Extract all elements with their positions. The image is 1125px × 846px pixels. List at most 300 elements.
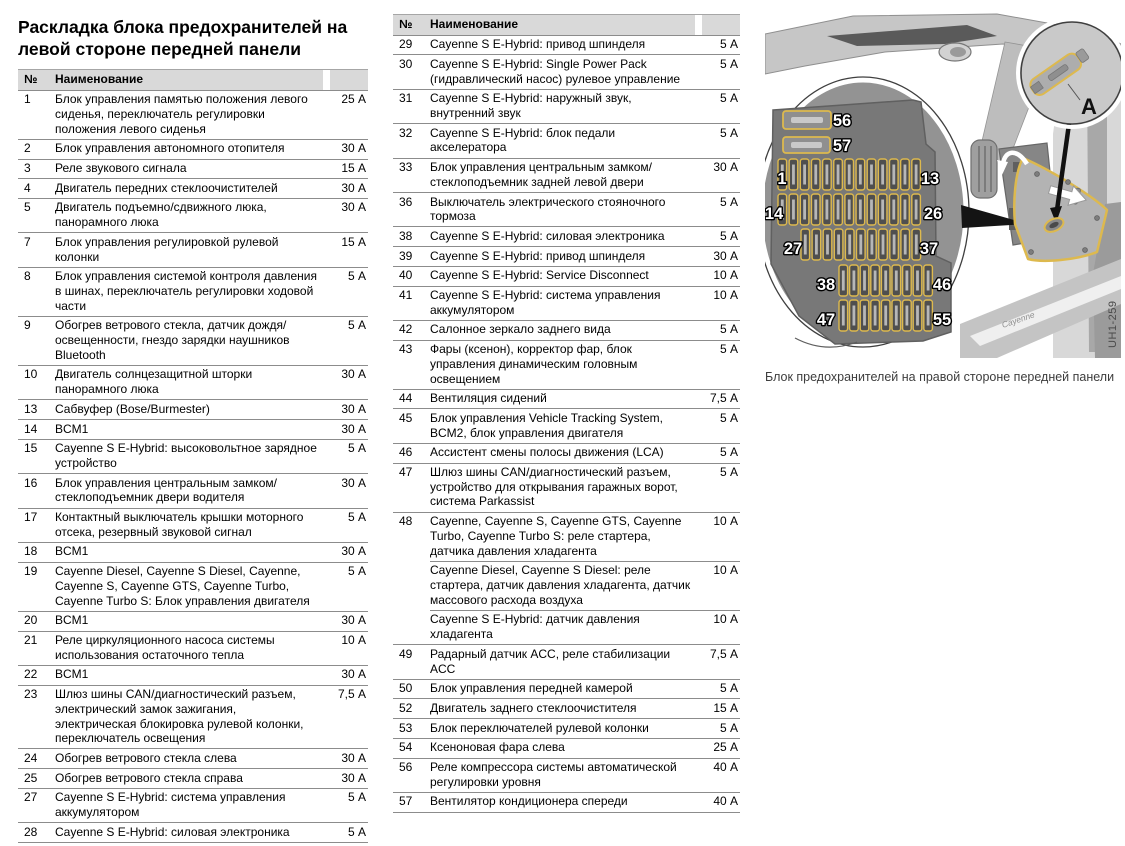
fuse-description-cell: Блок управления передней камерой (430, 679, 695, 699)
fuse-label-26: 26 (923, 205, 943, 223)
fuse-amp-cell: 7,5 А (702, 645, 740, 679)
screw (1035, 172, 1040, 177)
column-gap (695, 158, 702, 192)
fuse-number-cell: 45 (393, 409, 430, 443)
mini-fuse-element (892, 200, 895, 220)
column-gap (323, 233, 330, 267)
column-gap (695, 55, 702, 89)
mini-fuse-element (859, 165, 862, 185)
fuse-description-cell: Реле звукового сигнала (55, 159, 323, 179)
column-gap (323, 420, 330, 440)
fuse-amp-cell: 5 А (702, 463, 740, 512)
mini-fuse-element (863, 306, 866, 326)
fuse-number-cell: 52 (393, 699, 430, 719)
fuse-amp-cell: 5 А (702, 320, 740, 340)
fuse-row (393, 645, 740, 679)
fuse-number-cell: 10 (18, 365, 55, 399)
figure-caption: Блок предохранителей на правой стороне передней панели (765, 370, 1115, 384)
col-header-name: Наименование (55, 70, 323, 91)
fuse-amp-cell: 30 А (330, 542, 368, 562)
fuse-row (18, 179, 368, 199)
fuse-row (393, 679, 740, 699)
fuse-row (18, 316, 368, 365)
fuse-row (393, 340, 740, 389)
mini-fuse-element (848, 235, 851, 255)
fuse-row (393, 227, 740, 247)
fuse-description-cell: Вентилятор кондиционера спереди (430, 792, 695, 812)
fuse-description-cell: Вентиляция сидений (430, 389, 695, 409)
mini-fuse-element (904, 200, 907, 220)
fuse-description-cell: Радарный датчик ACC, реле стабилизации ACC (430, 645, 695, 679)
mini-fuse-element (904, 235, 907, 255)
mini-fuse-element (803, 165, 806, 185)
fuse-amp-cell: 5 А (702, 227, 740, 247)
fuse-number-cell: 43 (393, 340, 430, 389)
fuse-amp-cell: 15 А (330, 233, 368, 267)
fuse-row (393, 610, 740, 644)
mini-fuse-element (882, 235, 885, 255)
mini-fuse-element (927, 306, 930, 326)
fuse-amp-cell: 10 А (702, 286, 740, 320)
fuse-amp-cell: 5 А (330, 508, 368, 542)
col-header-number: № (18, 70, 55, 91)
fuse-table-right (393, 14, 740, 813)
fuse-description-cell: Cayenne S E-Hybrid: высоковольтное зарядное устройство (55, 439, 323, 473)
fuse-amp-cell: 30 А (330, 474, 368, 508)
fuse-amp-cell: 5 А (702, 679, 740, 699)
fuse-amp-cell: 40 А (702, 792, 740, 812)
fuse-number-cell: 13 (18, 400, 55, 420)
fuse-description-cell: Cayenne Diesel, Cayenne S Diesel, Cayenne, Cayenne S, Cayenne GTS, Cayenne Turbo, Cayenne Turbo S: Блок управления двигателя (55, 562, 323, 611)
mini-fuse-element (904, 165, 907, 185)
fuse-row (18, 267, 368, 316)
screw (1083, 248, 1088, 253)
fuse-row (393, 266, 740, 286)
fuse-description-cell: Фары (ксенон), корректор фар, блок управления динамическим головным освещением (430, 340, 695, 389)
fuse-row (18, 823, 368, 843)
fuse-label-14: 14 (765, 205, 784, 223)
fuse-label-27: 27 (783, 240, 803, 258)
mini-fuse-element (842, 271, 845, 291)
fuse-amp-cell: 30 А (330, 179, 368, 199)
mini-fuse-element (814, 200, 817, 220)
fuse-number-cell: 16 (18, 474, 55, 508)
fuse-row (393, 286, 740, 320)
fuse-label-57: 57 (832, 137, 852, 155)
mini-fuse-element (893, 235, 896, 255)
fuse-amp-cell: 10 А (702, 610, 740, 644)
column-gap (323, 139, 330, 159)
screw (1066, 180, 1071, 185)
column-gap (323, 179, 330, 199)
fuse-number-cell: 21 (18, 631, 55, 665)
fuse-amp-cell: 15 А (702, 699, 740, 719)
fuse-description-cell: Блок управления Vehicle Tracking System, BCM2, блок управления двигателя (430, 409, 695, 443)
fuse-description-cell: Блок управления центральным замком/ стеклоподъемник задней левой двери (430, 158, 695, 192)
mini-fuse-element (874, 271, 877, 291)
fuse-description-cell: Контактный выключатель крышки моторного отсека, резервный звуковой сигнал (55, 508, 323, 542)
mini-fuse-element (871, 235, 874, 255)
fuse-row (393, 320, 740, 340)
fuse-row (393, 792, 740, 812)
fuse-row (393, 247, 740, 267)
image-code: UH1-259 (1107, 300, 1119, 348)
col-header-number: № (393, 15, 430, 36)
air-vent (971, 140, 997, 198)
fuse-label-37: 37 (919, 240, 939, 258)
mini-fuse-element (884, 306, 887, 326)
fuse-description-cell: Блок переключателей рулевой колонки (430, 719, 695, 739)
fuse-number-cell: 27 (18, 788, 55, 822)
mini-fuse-element (815, 235, 818, 255)
fuse-amp-cell: 5 А (330, 316, 368, 365)
fuse-amp-cell: 5 А (702, 124, 740, 158)
fuse-row (393, 443, 740, 463)
fuse-amp-cell: 30 А (330, 198, 368, 232)
screw (1095, 216, 1100, 221)
fuse-number-cell (393, 610, 430, 644)
mini-fuse-element (826, 235, 829, 255)
column-gap (695, 679, 702, 699)
fuse-description-cell: Блок управления автономного отопителя (55, 139, 323, 159)
fuse-row (393, 389, 740, 409)
fuse-number-cell: 39 (393, 247, 430, 267)
fuse-row (18, 769, 368, 789)
fuse-number-cell: 33 (393, 158, 430, 192)
maxi-fuse-element (791, 142, 822, 148)
fuse-amp-cell: 5 А (702, 89, 740, 123)
column-gap (695, 35, 702, 55)
fuse-row (393, 124, 740, 158)
column-gap (323, 788, 330, 822)
mini-fuse-element (881, 165, 884, 185)
fuse-amp-cell: 7,5 А (702, 389, 740, 409)
fuse-label-47: 47 (816, 311, 836, 329)
fuse-amp-cell: 15 А (330, 159, 368, 179)
fuse-number-cell: 2 (18, 139, 55, 159)
mini-fuse-element (859, 235, 862, 255)
fuse-label-1: 1 (777, 170, 787, 188)
fuse-amp-cell: 5 А (702, 340, 740, 389)
mini-fuse-element (804, 235, 807, 255)
fuse-number-cell: 36 (393, 193, 430, 227)
fuse-number-cell: 23 (18, 685, 55, 749)
fuse-description-cell: Блок управления регулировкой рулевой колонки (55, 233, 323, 267)
mini-fuse-element (916, 306, 919, 326)
fuse-description-cell: Cayenne S E-Hybrid: система управления аккумулятором (430, 286, 695, 320)
fuse-description-cell: Обогрев ветрового стекла справа (55, 769, 323, 789)
fuse-number-cell: 18 (18, 542, 55, 562)
column-gap (323, 749, 330, 769)
column-gap (323, 400, 330, 420)
fuse-row (393, 512, 740, 561)
fuse-number-cell: 49 (393, 645, 430, 679)
fuse-number-cell: 54 (393, 738, 430, 758)
column-gap (695, 610, 702, 644)
fuse-amp-cell: 25 А (702, 738, 740, 758)
fuse-row (18, 159, 368, 179)
fuse-number-cell: 28 (18, 823, 55, 843)
fuse-number-cell: 1 (24, 92, 31, 107)
fuse-row (393, 463, 740, 512)
fuse-description-cell: Шлюз шины CAN/диагностический разъем, электрический замок зажигания, электрическая блокировка рулевой колонки, переключатель освещения (55, 685, 323, 749)
fuse-label-46: 46 (932, 276, 952, 294)
fuse-row (393, 699, 740, 719)
mini-fuse-element (837, 235, 840, 255)
fuse-amp-cell: 10 А (702, 266, 740, 286)
column-gap (323, 823, 330, 843)
fuse-amp-cell: 30 А (330, 400, 368, 420)
fuse-description-cell: Двигатель заднего стеклоочистителя (430, 699, 695, 719)
fuse-number-cell: 31 (393, 89, 430, 123)
fuse-description-cell: Двигатель солнцезащитной шторки панорамного люка (55, 365, 323, 399)
fuse-number-cell: 40 (393, 266, 430, 286)
mini-fuse-element (906, 306, 909, 326)
mini-fuse-element (927, 271, 930, 291)
page-title: Раскладка блока предохранителей на левой стороне передней панели (18, 17, 348, 59)
column-gap (323, 90, 330, 139)
col-header-amp (702, 15, 740, 36)
col-header-amp (330, 70, 368, 91)
middle-column (393, 14, 740, 813)
fuse-description-cell: Cayenne S E-Hybrid: датчик давления хладагента (430, 610, 695, 644)
fuse-amp-cell: 30 А (330, 420, 368, 440)
fuse-description-cell: Салонное зеркало заднего вида (430, 320, 695, 340)
fuse-row (18, 749, 368, 769)
fuse-description-cell: BCM1 (55, 611, 323, 631)
fuse-label-38: 38 (816, 276, 836, 294)
fuse-row (18, 685, 368, 749)
fuse-description-cell: BCM1 (55, 420, 323, 440)
fuse-location-figure (765, 12, 1121, 358)
fuse-number-cell: 24 (18, 749, 55, 769)
fuse-description-cell: Cayenne S E-Hybrid: Single Power Pack (гидравлический насос) рулевое управление (430, 55, 695, 89)
fuse-description-cell: Шлюз шины CAN/диагностический разъем, устройство для открывания гаражных ворот, система Parkassist (430, 463, 695, 512)
column-gap (695, 792, 702, 812)
fuse-row (18, 90, 368, 139)
mini-fuse-element (892, 165, 895, 185)
column-gap (695, 561, 702, 610)
fuse-number-cell: 56 (393, 758, 430, 792)
fuse-number-cell: 19 (18, 562, 55, 611)
column-gap (695, 699, 702, 719)
fuse-number-cell: 4 (18, 179, 55, 199)
fuse-row (18, 631, 368, 665)
mini-fuse-element (915, 165, 918, 185)
fuse-number-cell: 8 (18, 267, 55, 316)
fuse-amp-cell: 30 А (330, 139, 368, 159)
column-gap (695, 719, 702, 739)
fuse-row (18, 439, 368, 473)
column-gap (323, 316, 330, 365)
mini-fuse-element (906, 271, 909, 291)
table-header-row (18, 70, 368, 91)
fuse-amp-cell: 30 А (330, 665, 368, 685)
mini-fuse-element (842, 306, 845, 326)
fuse-description-cell: Cayenne S E-Hybrid: силовая электроника (55, 823, 323, 843)
mini-fuse-element (853, 306, 856, 326)
fuse-row (18, 365, 368, 399)
fuse-amp-cell: 25 А (341, 92, 366, 107)
fuse-number-cell: 30 (393, 55, 430, 89)
fuse-description-cell: Двигатель передних стеклоочистителей (55, 179, 323, 199)
fuse-row (393, 193, 740, 227)
fuse-amp-cell: 5 А (702, 409, 740, 443)
fuse-description-cell: BCM1 (55, 542, 323, 562)
fuse-number-cell: 38 (393, 227, 430, 247)
fuse-row (18, 400, 368, 420)
fuse-description-cell: Блок управления центральным замком/ стеклоподъемник двери водителя (55, 474, 323, 508)
fuse-amp-cell: 30 А (702, 247, 740, 267)
fuse-number-cell (393, 561, 430, 610)
fuse-row (18, 474, 368, 508)
fuse-row (18, 508, 368, 542)
column-gap (323, 611, 330, 631)
mini-fuse-element (895, 271, 898, 291)
fuse-number-cell: 5 (18, 198, 55, 232)
mini-fuse-element (803, 200, 806, 220)
fuse-number-cell: 57 (393, 792, 430, 812)
column-gap (323, 508, 330, 542)
fuse-row (393, 561, 740, 610)
fuse-number-cell: 25 (18, 769, 55, 789)
fuse-description-cell: Ксеноновая фара слева (430, 738, 695, 758)
mini-fuse-element (874, 306, 877, 326)
fuse-description-cell: Cayenne S E-Hybrid: система управления аккумулятором (55, 788, 323, 822)
mini-fuse-element (848, 200, 851, 220)
fuse-description-cell: Cayenne S E-Hybrid: привод шпинделя (430, 247, 695, 267)
fuse-number-cell: 22 (18, 665, 55, 685)
fuse-row (18, 420, 368, 440)
mini-fuse-element (863, 271, 866, 291)
fuse-row (393, 158, 740, 192)
column-gap (323, 439, 330, 473)
column-gap (323, 159, 330, 179)
fuse-row (393, 738, 740, 758)
fuse-description-cell: Реле циркуляционного насоса системы использования остаточного тепла (55, 631, 323, 665)
fuse-row (393, 55, 740, 89)
column-gap (323, 198, 330, 232)
mini-fuse-element (915, 235, 918, 255)
fuse-description-cell: Ассистент смены полосы движения (LCA) (430, 443, 695, 463)
fuse-number-cell: 15 (18, 439, 55, 473)
column-gap (695, 463, 702, 512)
fuse-number-cell: 20 (18, 611, 55, 631)
fuse-number-cell: 9 (18, 316, 55, 365)
fuse-number-cell: 7 (18, 233, 55, 267)
column-gap (695, 409, 702, 443)
fuse-description-cell: Обогрев ветрового стекла слева (55, 749, 323, 769)
mini-fuse-element (792, 165, 795, 185)
mini-fuse-element (853, 271, 856, 291)
fuse-amp-cell: 5 А (702, 719, 740, 739)
fuse-description-cell: Блок управления системой контроля давления в шинах, переключатель регулировки ходовой части (55, 267, 323, 316)
fuse-amp-cell: 7,5 А (330, 685, 368, 749)
fuse-amp-cell: 5 А (330, 823, 368, 843)
fuse-amp-cell: 30 А (702, 158, 740, 192)
column-gap (695, 89, 702, 123)
fuse-label-56: 56 (832, 112, 852, 130)
grab-handle-inner (950, 47, 966, 57)
fuse-number-cell: 41 (393, 286, 430, 320)
fuse-table-left (18, 69, 368, 843)
fuse-description-cell: Cayenne S E-Hybrid: Service Disconnect (430, 266, 695, 286)
table-header-row (393, 15, 740, 36)
mini-fuse-element (837, 165, 840, 185)
fuse-description-cell: Выключатель электрического стояночного тормоза (430, 193, 695, 227)
fuse-row (18, 139, 368, 159)
fuse-amp-cell: 30 А (330, 749, 368, 769)
inset-label: A (1081, 94, 1097, 119)
mini-fuse-element (895, 306, 898, 326)
column-gap (695, 247, 702, 267)
fuse-description-cell: Cayenne, Cayenne S, Cayenne GTS, Cayenne Turbo, Cayenne Turbo S: реле стартера, датчика давления хладагента (430, 512, 695, 561)
fuse-row (18, 611, 368, 631)
fuse-row (393, 758, 740, 792)
sill-brand-script: Cayenne (1000, 309, 1036, 330)
fuse-label-55: 55 (932, 311, 952, 329)
fuse-amp-cell: 10 А (702, 561, 740, 610)
column-gap (323, 542, 330, 562)
fuse-row (18, 198, 368, 232)
column-gap (695, 193, 702, 227)
fuse-number-cell: 53 (393, 719, 430, 739)
fuse-amp-cell: 5 А (702, 193, 740, 227)
fuse-description-cell: Сабвуфер (Bose/Burmester) (55, 400, 323, 420)
fuse-amp-cell: 5 А (330, 562, 368, 611)
column-gap (695, 227, 702, 247)
mini-fuse-element (814, 165, 817, 185)
fuse-row (18, 562, 368, 611)
col-header-name: Наименование (430, 15, 695, 36)
column-gap (695, 340, 702, 389)
mini-fuse-element (826, 165, 829, 185)
fuse-description-cell: Cayenne S E-Hybrid: привод шпинделя (430, 37, 646, 52)
column-gap (695, 443, 702, 463)
column-gap (323, 474, 330, 508)
fuse-number-cell: 47 (393, 463, 430, 512)
fuse-description-cell: Реле компрессора системы автоматической регулировки уровня (430, 758, 695, 792)
fuse-row (393, 89, 740, 123)
column-gap (695, 266, 702, 286)
fuse-row (393, 409, 740, 443)
column-gap (323, 562, 330, 611)
column-gap (323, 365, 330, 399)
fuse-amp-cell: 5 А (702, 443, 740, 463)
fuse-description-cell: Cayenne Diesel, Cayenne S Diesel: реле стартера, датчик давления хладагента, датчик массового расхода воздуха (430, 561, 695, 610)
fuse-number-cell: 32 (393, 124, 430, 158)
fuse-amp-cell: 10 А (330, 631, 368, 665)
fuse-description-cell: Двигатель подъемно/сдвижного люка, панорамного люка (55, 198, 323, 232)
header-gap (695, 15, 702, 36)
mini-fuse-element (916, 271, 919, 291)
mini-fuse-element (792, 200, 795, 220)
column-gap (695, 758, 702, 792)
screw (1029, 250, 1034, 255)
column-gap (695, 645, 702, 679)
left-column (18, 12, 368, 843)
column-gap (695, 738, 702, 758)
fuse-number-cell: 46 (393, 443, 430, 463)
fuse-amp-cell: 5 А (719, 37, 738, 52)
fuse-amp-cell: 30 А (330, 611, 368, 631)
column-gap (695, 320, 702, 340)
mini-fuse-element (870, 200, 873, 220)
fuse-description-cell: BCM1 (55, 665, 323, 685)
fuse-number-cell: 17 (18, 508, 55, 542)
fuse-row (18, 542, 368, 562)
fuse-number-cell: 42 (393, 320, 430, 340)
